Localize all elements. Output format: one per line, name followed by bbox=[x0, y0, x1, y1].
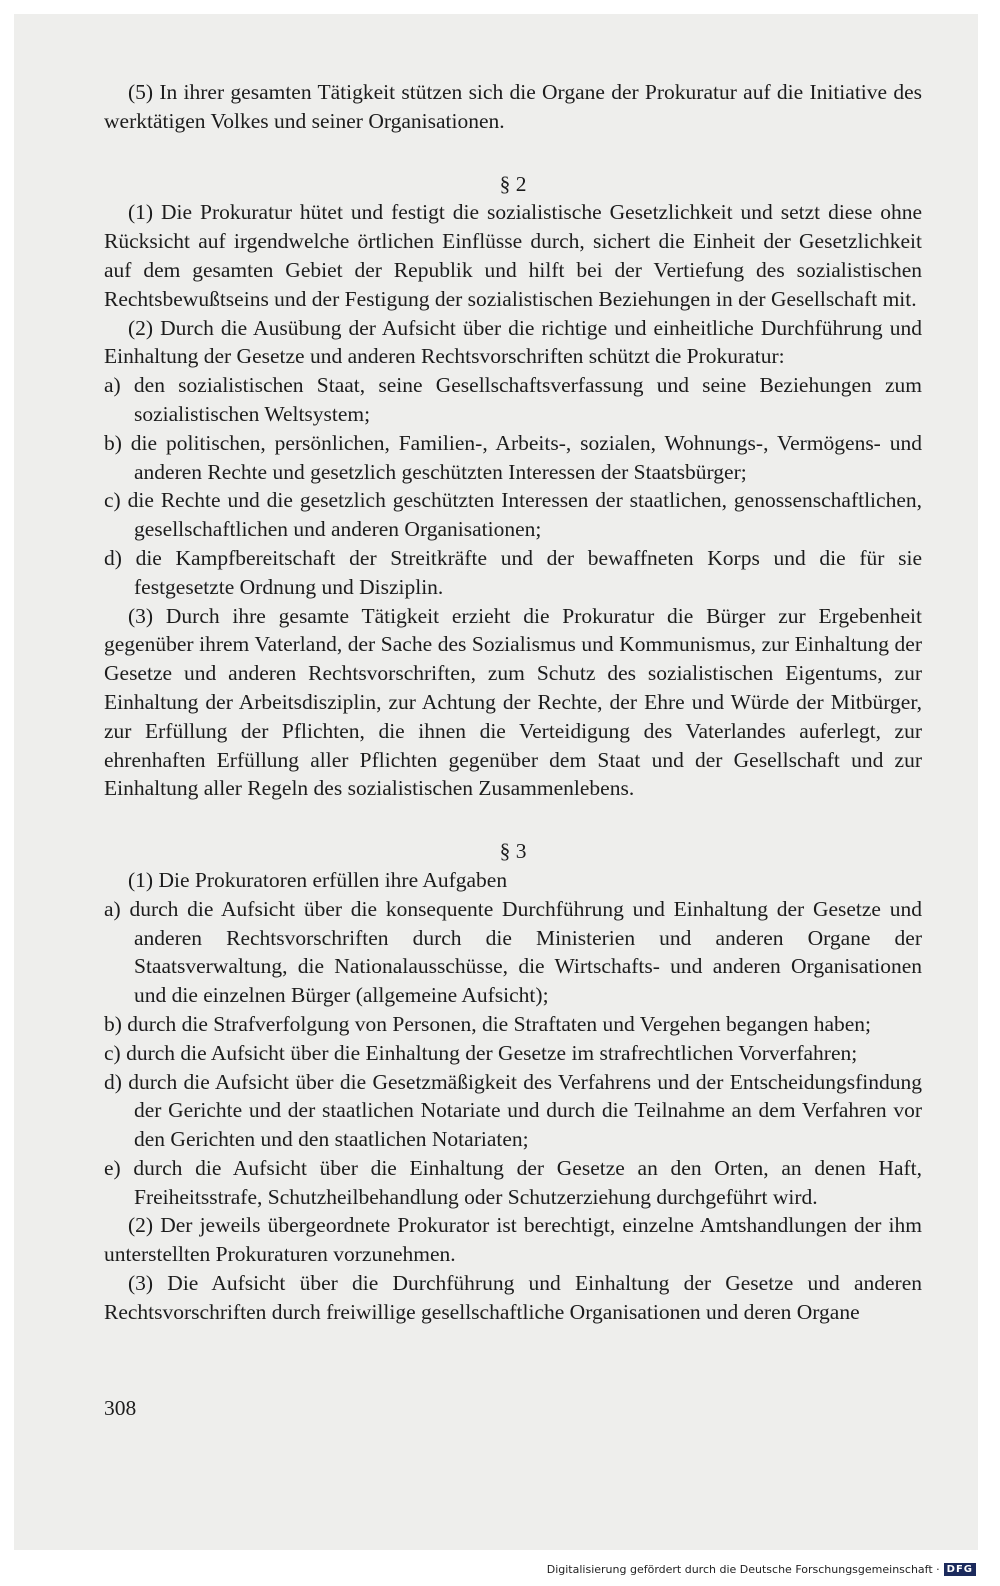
paragraph-sec2-1: (1) Die Prokuratur hütet und festigt die sozialistische Gesetzlichkeit und setzt diese ohne Rücksicht auf irgendwelche örtlichen Einflüsse durch, sichert die Einheit der Gesetzlichkeit auf dem gesamten Gebiet der Republik und hilft bei der Vertiefung des sozialistischen Rechtsbewußtseins und der Festigung der sozialistischen Beziehungen in der Gesellschaft mit. bbox=[104, 200, 922, 311]
list-item-sec2-c: c) die Rechte und die gesetzlich geschützten Interessen der staatlichen, genossenschaftlichen, gesellschaftlichen und anderen Organisationen; bbox=[104, 488, 922, 542]
list-item-sec3-b: b) durch die Strafverfolgung von Personen, die Straftaten und Vergehen begangen haben; bbox=[104, 1011, 872, 1036]
paragraph-sec2-2: (2) Durch die Ausübung der Aufsicht über die richtige und einheitliche Durchführung und Einhaltung der Gesetze und anderen Rechtsvorschriften schützt die Prokuratur: bbox=[104, 315, 922, 369]
page-number: 308 bbox=[104, 1396, 137, 1420]
paragraph-sec3-3: (3) Die Aufsicht über die Durchführung und Einhaltung der Gesetze und anderen Rechtsvorschriften durch freiwillige gesellschaftliche Organisationen und deren Organe bbox=[104, 1271, 922, 1324]
list-item-sec3-c: c) durch die Aufsicht über die Einhaltung der Gesetze im strafrechtlichen Vorverfahren; bbox=[104, 1040, 858, 1065]
list-item-sec2-b: b) die politischen, persönlichen, Familien-, Arbeits-, sozialen, Wohnungs-, Vermögens- und anderen Rechte und gesetzlich geschützten Interessen der Staatsbürger; bbox=[104, 430, 922, 484]
dfg-logo: DFG bbox=[944, 1563, 976, 1576]
paragraph-sec2-3: (3) Durch ihre gesamte Tätigkeit erzieht die Prokuratur die Bürger zur Ergebenheit gegenüber ihrem Vaterland, der Sache des Sozialismus und Kommunismus, zur Einhaltung der Gesetze und anderen Rechtsvorschriften, zum Schutz des sozialistischen Eigentums, zur Einhaltung der Arbeitsdisziplin, zur Achtung der Rechte, der Ehre und Würde der Mitbürger, zur Erfüllung der Pflichten, die ihnen die Verteidigung des Vaterlandes auferlegt, zur ehrenhaften Erfüllung aller Pflichten gegenüber dem Staat und der Gesellschaft und zur Einhaltung aller Regeln des sozialistischen Zusammenlebens. bbox=[104, 603, 922, 801]
list-item-sec3-a: a) durch die Aufsicht über die konsequente Durchführung und Einhaltung der Gesetze und anderen Rechtsvorschriften durch die Ministerien und anderen Organe der Staatsverwaltung, die Nationalausschüsse, die Wirtschafts- und anderen Organisationen und die einzelnen Bürger (allgemeine Aufsicht); bbox=[104, 896, 922, 1008]
footer-text: Digitalisierung gefördert durch die Deutsche Forschungsgemeinschaft · bbox=[546, 1563, 940, 1576]
section-heading-2: § 2 bbox=[499, 171, 527, 196]
list-item-sec2-d: d) die Kampfbereitschaft der Streitkräfte und der bewaffneten Korps und die für sie festgesetzte Ordnung und Disziplin. bbox=[104, 545, 922, 599]
paragraph-sec3-1: (1) Die Prokuratoren erfüllen ihre Aufgaben bbox=[128, 867, 508, 892]
paragraph-sec1-5: (5) In ihrer gesamten Tätigkeit stützen sich die Organe der Prokuratur auf die Initiative des werktätigen Volkes und seiner Organisationen. bbox=[104, 80, 922, 133]
list-item-sec2-a: a) den sozialistischen Staat, seine Gesellschaftsverfassung und seine Beziehungen zum sozialistischen Weltsystem; bbox=[104, 373, 922, 426]
section-heading-3: § 3 bbox=[499, 839, 527, 864]
list-item-sec3-e: e) durch die Aufsicht über die Einhaltung der Gesetze an den Orten, an denen Haft, Freiheitsstrafe, Schutzheilbehandlung oder Schutzerziehung durchgeführt wird. bbox=[104, 1155, 922, 1209]
page-body bbox=[104, 78, 922, 1327]
paragraph-sec3-2: (2) Der jeweils übergeordnete Prokurator ist berechtigt, einzelne Amtshandlungen der ihm unterstellten Prokuraturen vorzunehmen. bbox=[104, 1213, 922, 1267]
digitization-footer bbox=[547, 1563, 976, 1576]
list-item-sec3-d: d) durch die Aufsicht über die Gesetzmäßigkeit des Verfahrens und der Entscheidungsfindung der Gerichte und der staatlichen Notariate und durch die Teilnahme an dem Verfahren vor den Gerichten und den staatlichen Notariaten; bbox=[104, 1069, 922, 1152]
